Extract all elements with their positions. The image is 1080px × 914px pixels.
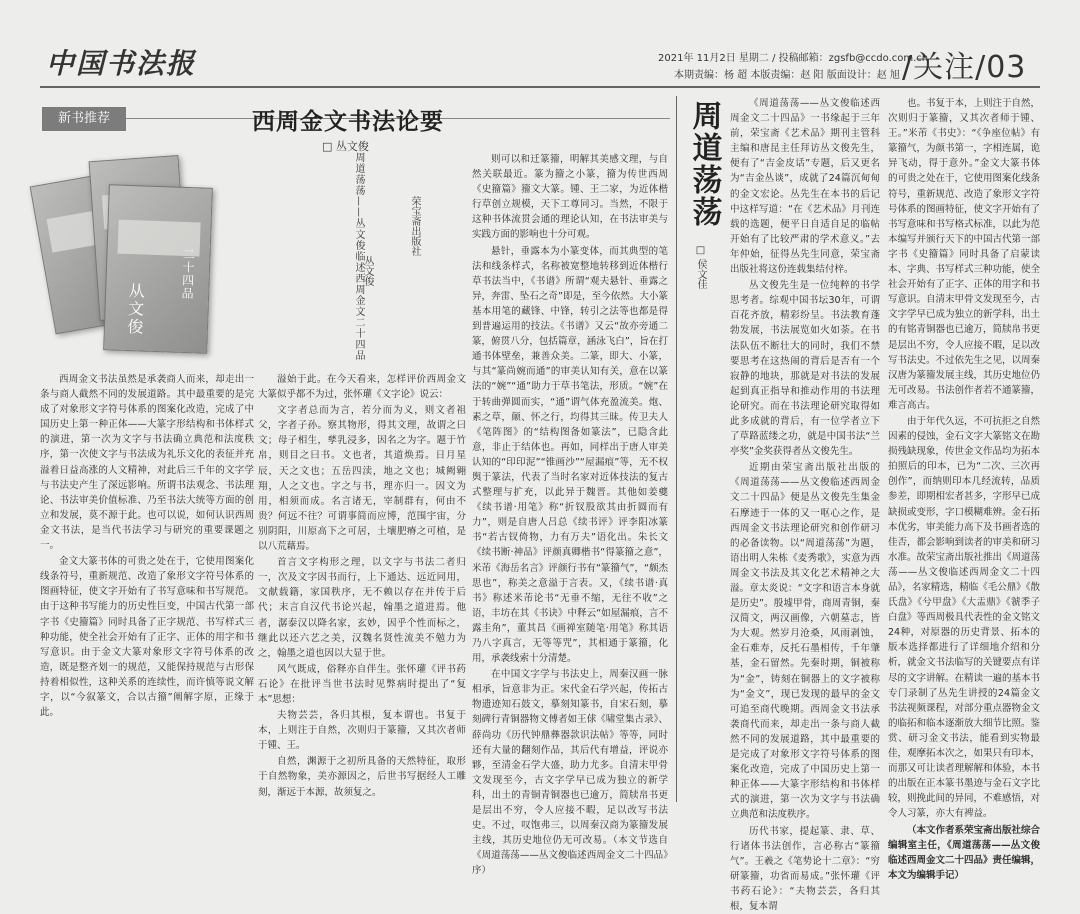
- paragraph: 自然，渊源于之初所具备的天然特征，取形于自然物象，美亦源因之，后世书写据经人工雕刻，渐远于本源，故须复之。: [258, 754, 466, 799]
- quote-paragraph: 文字者总而为言，若分而为义，则文者祖父，字者子孙。察其物形，得其文理，故谓之曰文；母子相生，孳乳浸多，因名之为字。题于竹帛，则目之曰书。文也者，其道焕焉。日月星辰，天之文也；五岳四渎，地之文也；城阙翱翔，人之文也。字之与书，理亦归一。因文为用，相须而成。名言诸无，宰制群有，何由不贵？何远不往？可谓事简而应博，范围宇宙，分别阴阳，川原高下之可居，土壤肥瘠之可植，是以八荒藉焉。: [258, 403, 466, 554]
- issue-info: 2021年 11月2日 星期二 / 投稿邮箱：zgsfb@ccdo.com.cn: [658, 49, 928, 64]
- paragraph: 也。书复于本，上则注于自然，次则归于篆籀，又其次者师于锺、王。”米芾《书史》：“《争座位帖》有篆籀气，为颜书第一，字相连属，诡异飞动，得于意外。”金文大篆书体的可贵之处在于，它使用图案化线条符号，重新规范、改造了象形文字符号体系的图画特征，使文字开始有了书写意味和书写格式标准，以此为范本编写并颁行天下的中国古代第一部字书《史籀篇》同时具备了启蒙读本、字典、书写样式三种功能，使全社会开始有了正字、正体的用字和书写意识。自清末甲骨文发现至今，古文字学早已成为独立的新学科，出土的有铭青铜器也已逾万，简牍帛书更是层出不穷，令人应接不暇，足以改写书法史。不过依先生之见，以周秦汉唐为篆籀发展主线，其历史地位仍无可改易。书法创作者若不通篆籀，难言高古。: [888, 96, 1040, 413]
- book-cover-author: 从文俊: [123, 282, 148, 337]
- byline-mark: □: [322, 140, 332, 153]
- right-article-column-2: [888, 96, 1040, 802]
- byline-mark: □: [695, 245, 706, 256]
- paragraph: 金文大篆书体的可贵之处在于，它使用图案化线条符号，重新规范、改造了象形文字符号体系的图画特征，使文字开始有了书写意味和书写规范。由于这种书写能力的历史性巨变，中国古代第一部字书《史籀篇》同时具备了正字规范、书写样式三种功能，使全社会开始有了正字、正体的用字和书写意识。由于金文大篆对象形文字符号体系的改造，既是整齐划一的规范，又能保持规范与古形保持着相似性，这种关系的连续性，而许慎等说文解字，以“今叙篆文，合以古籀”阐解字原，正缘于此。: [40, 554, 254, 720]
- article-column-2: [258, 372, 466, 802]
- paragraph: 则可以和迁篆籀，明解其美感文理，与自然关联最近。篆为籀之小篆，籀为传世西周《史籀篇》籀文大篆。锺、王二家，为近体楷行草创立规模，天下工尊同习。当然，不限于这种书体流贯会通的理论认知，在书法审美与实践方面的影响也十分可观。: [472, 152, 668, 243]
- paragraph: 近期由荣宝斋出版社出版的《周道荡荡——丛文俊临述西周金文二十四品》便是丛文俊先生集金石摩迹于一体的又一呕心之作，是西周金文书法理论研究和创作研习的必备读物。以“周道荡荡”为题，语出明人朱栋《麦秀歌》，实意为西周金文书法及其文化艺术精神之大溢。章太炎说：“文字和语言本身就是历史”。殷墟甲骨，商周青铜，秦汉简文，两汉画像，六朝墓志，皆为大观。然岁月沧桑，风雨剥蚀，金石难寿，反托石墨相传，千年肇基，金石留然。先秦时期，铜被称为“金”，铸刻在铜器上的文字被称为“金文”，现已发现的最早的金文可追至商代晚期。西周金文书法承袭商代而来，却走出一条与商人截然不同的发展道路，其中最重要的是完成了对象形文字符号体系的图案化改造，完成了中国历史上第一种正体——大篆字形结构和书体样式的演进，第一次为文字与书法确立典范和法度秩序。: [730, 460, 880, 822]
- author-name: 侯文佳: [695, 259, 706, 289]
- article-headline: 西周金文书法论要: [252, 103, 444, 136]
- article-column-1: [40, 372, 254, 802]
- paragraph: 首言文字构形之理，以文字与书法二者归一，次及文字因书而行，上下通达、远近同用，文献载籍，家国秩序，无不赖以存在并传于后代；末言自汉代书论兴起，翰墨之道进焉。他者，潺泰汉以降名家，玄妙，因乎个性而标之，继此以还六艺之美，汉魏名贤性流美不勉力为之，翰墨之道也因以大显于世。: [258, 555, 466, 661]
- book-publisher: 荣宝斋出版社: [408, 196, 421, 256]
- paragraph: 丛文俊先生是一位纯粹的书学思考者。综观中国书坛30年，可谓百花齐放，精彩纷呈。书法教育蓬勃发展，书法展览如火如荼。在书法队伍不断壮大的同时，我们不禁要思考在这热闹的背后是否有一个寂静的地块，那就是对书法的发展起到真正指导和推动作用的书法理论研究。而在书法理论研究取得如此多成就的背后，有一位学者立下了草路蓝缕之功，就是中国书法“兰亭奖”金奖获得者丛文俊先生。: [730, 278, 880, 459]
- masthead-rule: [40, 86, 1040, 88]
- section-divider: [676, 96, 677, 802]
- right-article-byline: [693, 245, 708, 289]
- author-endnote: （本文作者系荣宝斋出版社综合编辑室主任，《周道荡荡——丛文俊临述西周金文二十四品》责任编辑，本文为编辑手记）: [888, 823, 1040, 883]
- paragraph: 由于年代久远，不可抗拒之自然因素的侵蚀，金石文字大篆铭文在勘损残缺现象，传世金文作品均为拓本拍照后的印本，已为“二次、三次再创作”，而纳则印本几经流转，品质参差，即期相宏者甚多，字形早已成缺损或变形，字口模糊难辨。金石拓本优劣，审美能力高下及书画者选的佳否，都会影响到读者的审美和研习水准。故荣宝斋出版社推出《周道荡荡——丛文俊临述西周金文二十四品》，名家精选，精临《毛公鼎》《散氏盘》《兮甲盘》《大盂鼎》《虢季子白盘》等西周极具代表性的金文铭文24种，对原器的历史背景、拓本的版本选择都进行了详细地介绍和分析，就金文书法临写的关键要点有详尽的文字讲解。在精读一遍的基本书专门录制了丛先生讲授的24篇金文书法视频课程，对部分重点器物金文的临拓和临本逐渐放大细节比照。鉴赏、研习金文书法，能看到实物最佳，观摩拓本次之，如果只有印本，而那又可让读者理解解和体验，本书的出版在正本篆书墨迹与金石文字比较，则挽此间的异同，不难感悟，对令人习篆，亦大有裨益。: [888, 414, 1040, 822]
- paragraph: 历代书家，提起篆、隶、草、行诸体书法创作，言必称古“篆籀气”。王羲之《笔势论十二章》：“穷研篆籀，功省而易成。”张怀瓘《评书药石论》：“夫物芸芸，各归其根，复本谓: [730, 824, 880, 914]
- paragraph: 在中国文字学与书法史上，周秦汉画一脉相承，旨意非为正。宋代金石学兴起，传拓古物遗迹知石鼓文，摹刻知篆书，自宋石刻，摹刻碑行青铜器物文傅者如王俅《啸堂集古录》、薛尚功《历代钟鼎彝器款识法帖》等等，同时还有大量的翻刻作品，其后代有增益，评说亦夥，至清金石学大盛，助力尤多。自清末甲骨文发现至今，古文字学早已成为独立的新学科，出土的青铜青铜器也已逾万，简牍帛书更是层出不穷，令人应接不暇，足以改写书法史。不过，叹饱弗三，以周秦汉商为篆籀发展主线，其历史地位仍无可改易。（本文节选自《周道荡荡——丛文俊临述西周金文二十四品》序）: [472, 667, 668, 878]
- masthead: [0, 0, 1080, 90]
- quote-paragraph: 夫物芸芸，各归其根，复本谓也。书复于本，上则注于自然，次则归于篆籀，又其次者师于锺、王。: [258, 708, 466, 753]
- paragraph: 《周道荡荡——丛文俊临述西周金文二十四品》一书缘起于三年前，荣宝斋《艺术品》期刊主管科主编和唐昆主任拜访丛文俊先生，便有了“吉金皮话”专题，后又更名为“吉金丛谈”，成就了24篇沉甸甸的金文宏论。丛先生在本书的后记中这样写道：“在《艺术品》月刊连载的选题，便平日自适自足的临帖开始有了比较严肃的学术意义。”去年仲始，征得丛先生同意，荣宝斋出版社将这份连载集结付梓。: [730, 96, 880, 277]
- book-vertical-author: 丛文俊: [361, 256, 374, 286]
- right-article-headline: 周道荡荡: [688, 100, 720, 228]
- book-photo: [40, 148, 250, 358]
- paragraph: 风气既成，俗释亦自伴生。张怀瓘《评书药石论》在批评当世书法时见弊病时提出了“复本”思想：: [258, 662, 466, 707]
- right-article-column-1: [730, 96, 880, 802]
- book-front-cover: [103, 184, 213, 354]
- paragraph: 溢始于此。在今天看来，怎样评价西周金文大篆似乎都不为过，张怀瓘《文字论》说云：: [258, 372, 466, 402]
- paragraph: 悬针，垂露本为小篆变体，而其典型的笔法和线条样式，名称被宽整地转移到近体楷行草书法当中，《书谱》所谓“观夫悬针、垂露之异，奔雷、坠石之奇”即是，至今依然。大小篆基本用笔的藏锋、中锋，转引之法等也都是得到普遍运用的技法。《书谱》又云“故亦旁通二篆，俯贯八分，包括篇章，涵泳飞白”，旨在打通书体壁垒，兼善众美。二篆，即大、小篆，与其“篆尚婉而通”的审美认知有关，意在以篆法的“婉”“通”助力于草书笔法，形质。“婉”在于转曲弹圆而实，“通”谓气体充盈流美。炮、素之草，颠、怀之行，均得其三昧。传卫夫人《笔阵图》的“结构图备如篆法”，已隐含此意，非止于结体也。再如，同样出于唐人审美认知的“印印泥”“锥画沙”“屋漏痕”等，无不权舆于篆法，代表了当时名家对近体技法的复古式整理与扩充，以此异于魏晋。其他如姜夔《续书谱·用笔》称“折钗股欲其由折圆而有力”，则是自唐人吕总《续书评》评李阳冰篆书“若古钗倚物，力有万夫”语化出。朱长文《续书断·神品》评颜真卿楷书“得篆籀之意”，米芾《海岳名言》评颜行书有“篆籀气”，“颇杰思也”，称美之意溢于言表。又，《续书谱·真书》称述米芾论书“无垂不缩，无往不收”之语，丰坊在其《书诀》中释云“如屋漏痕，言不露圭角”，董其昌《画禅室随笔·用笔》称其语乃八字真言，无等等咒”，其相通于篆籀，化用，承袭线索十分清楚。: [472, 244, 668, 667]
- editor-info: 本期责编：杨 超 本版责编：赵 阳 版面设计：赵 旭: [674, 66, 900, 81]
- newspaper-logo: 中国书法报: [46, 42, 196, 82]
- book-vertical-title: 周道荡荡——丛文俊临述西周金文二十四品: [352, 152, 365, 384]
- article-column-3: [472, 152, 668, 804]
- paragraph: 西周金文书法虽然是承袭商人而来，却走出一条与商人截然不同的发展道路。其中最重要的是完成了对象形文字符号体系的图案化改造，完成了中国历史上第一种正体——大篆字形结构和书体样式的演进，第一次为文字与书法确立典范和法度秩序，第一次使文字与书法成为礼乐文化的表征并充溢着日益高涨的人文精神，对此后三千年的文字学与书法史产生了深远影响。所谓书法观念、书法理论、书法审美价值标准、乃至书法大统等方面的创立和发展，莫不源于此。也可以说，如何认识西周金文书法，是当代书法学习与研究的重要课题之一。: [40, 372, 254, 553]
- section-title: /关注/03: [902, 42, 1026, 86]
- book-cover-subtitle: 二十四品: [179, 248, 198, 301]
- author-name: 丛文俊: [336, 140, 369, 153]
- new-book-tag: 新书推荐: [42, 107, 126, 131]
